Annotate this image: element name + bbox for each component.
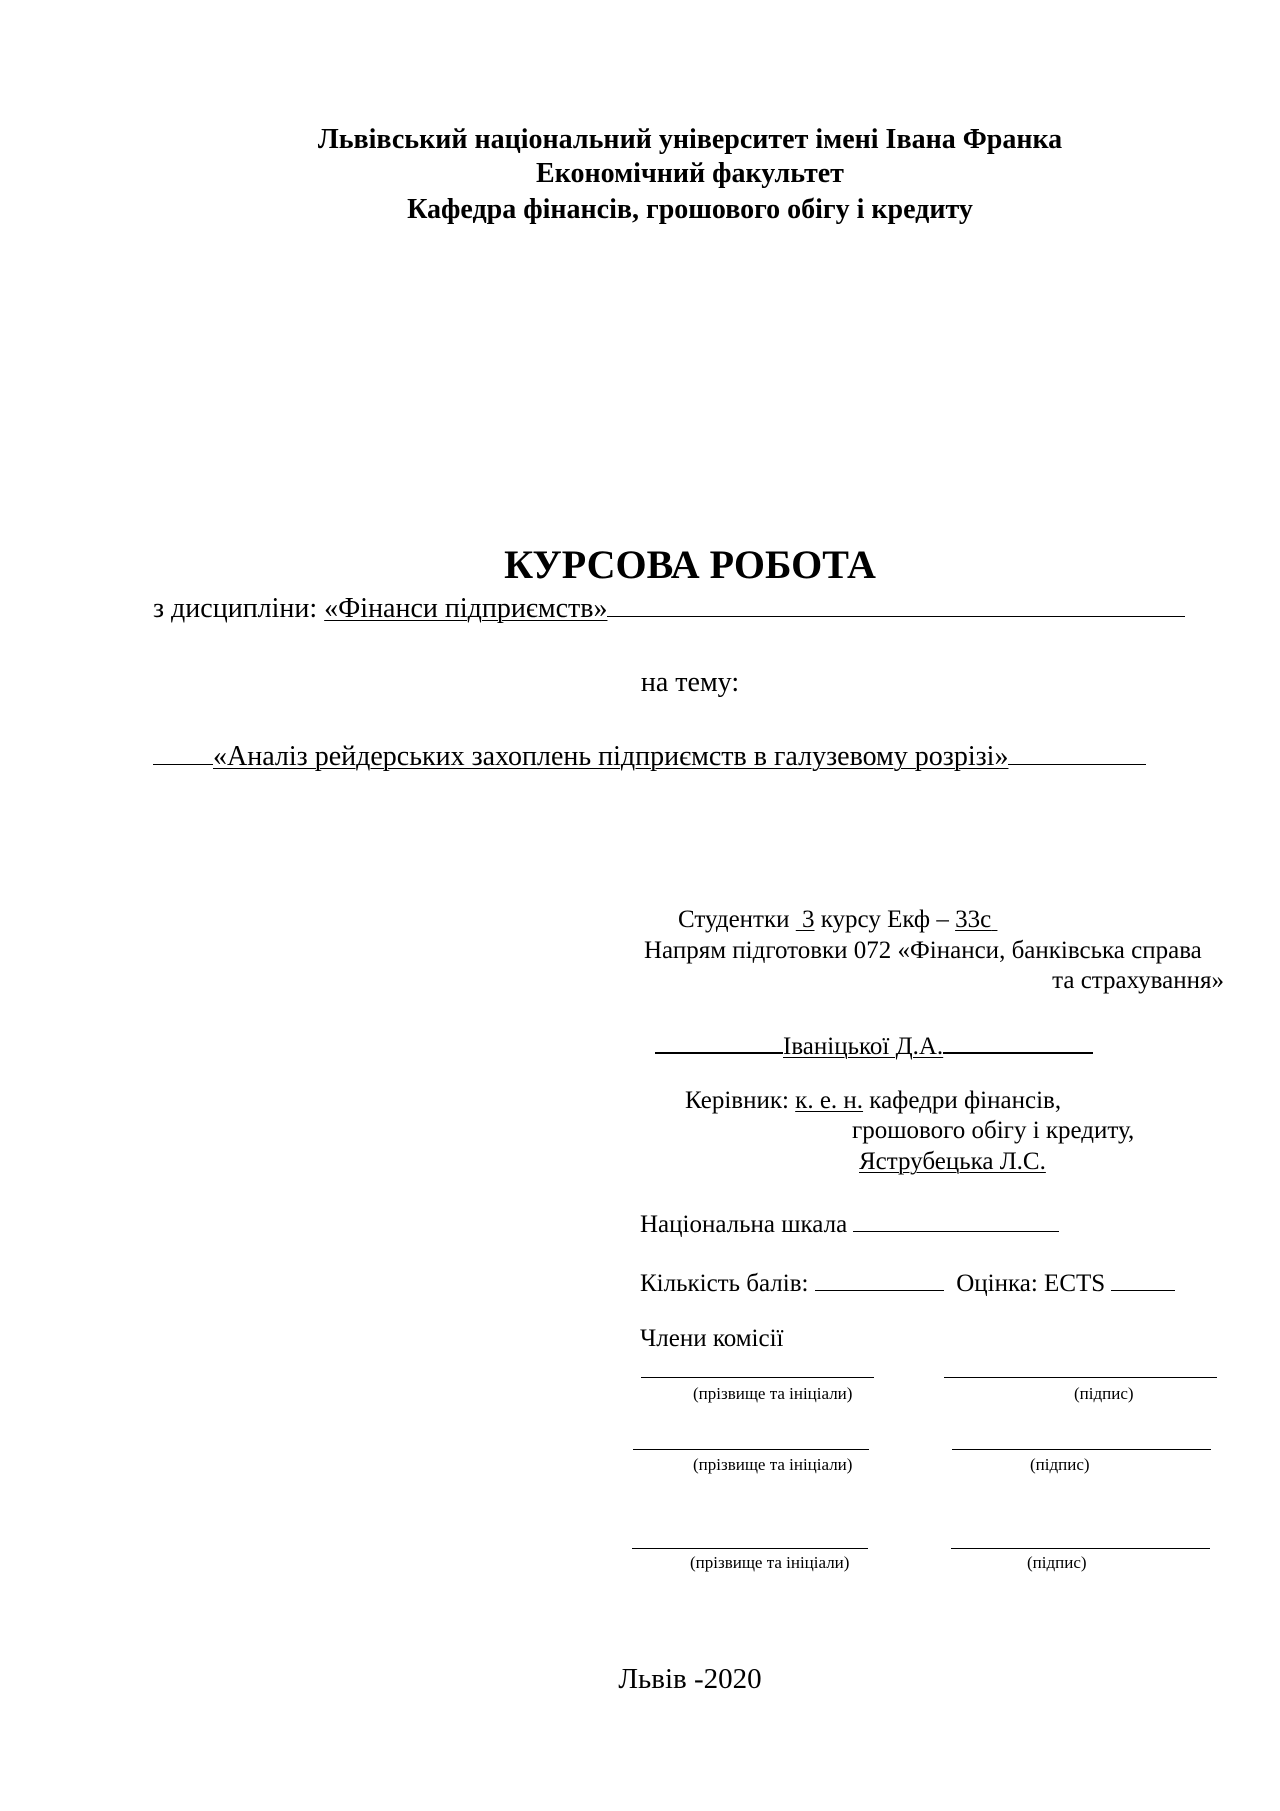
commission-name-caption-1: (прізвище та ініціали) xyxy=(693,1384,853,1403)
student-name-line xyxy=(655,1027,1093,1061)
supervisor-line-1 xyxy=(685,1087,1061,1115)
student-direction-1: Напрям підготовки 072 «Фінанси, банківська справа xyxy=(644,937,1202,964)
commission-name-caption-3: (прізвище та ініціали) xyxy=(690,1553,850,1572)
topic-underline-left xyxy=(153,736,213,765)
department-name: Кафедра фінансів, грошового обігу і кредиту xyxy=(407,194,973,225)
university-name: Львівський національний університет імені Івана Франка xyxy=(317,124,1063,155)
commission-name-line-1[interactable] xyxy=(641,1377,874,1378)
topic-label: на тему: xyxy=(640,667,740,698)
student-name-underline-right xyxy=(943,1027,1093,1054)
student-course: 3 xyxy=(802,906,815,933)
topic-line xyxy=(153,736,1146,773)
commission-sign-line-1[interactable] xyxy=(944,1377,1217,1378)
national-scale-label: Національна шкала xyxy=(640,1211,848,1238)
supervisor-line-2: грошового обігу і кредиту, xyxy=(852,1117,1135,1144)
student-course-line xyxy=(678,906,997,934)
ects-field[interactable] xyxy=(1111,1265,1175,1291)
student-group: 33с xyxy=(955,906,992,933)
commission-sign-line-3[interactable] xyxy=(951,1548,1210,1549)
commission-sign-caption-3: (підпис) xyxy=(1027,1553,1087,1572)
points-label: Кількість балів: xyxy=(640,1270,809,1297)
commission-title: Члени комісії xyxy=(640,1325,784,1352)
student-direction-2: та страхування» xyxy=(1052,967,1224,994)
national-scale-field[interactable] xyxy=(853,1206,1059,1232)
student-course-word: курсу Екф – xyxy=(820,906,949,933)
supervisor-line1-rest: кафедри фінансів, xyxy=(869,1087,1062,1114)
student-name-underline-left xyxy=(655,1027,783,1054)
points-field[interactable] xyxy=(815,1265,944,1291)
commission-name-line-2[interactable] xyxy=(633,1449,869,1450)
commission-sign-line-2[interactable] xyxy=(952,1449,1211,1450)
commission-name-line-3[interactable] xyxy=(632,1548,868,1549)
commission-sign-caption-1: (підпис) xyxy=(1074,1384,1134,1403)
student-name: Іваніцької Д.А. xyxy=(783,1033,944,1060)
discipline-name: «Фінанси підприємств» xyxy=(324,593,608,624)
topic-value: «Аналіз рейдерських захоплень підприємств в галузевому розрізі» xyxy=(213,741,1009,772)
points-grade-line xyxy=(640,1265,1175,1298)
grade-label: Оцінка: ECTS xyxy=(956,1270,1106,1297)
supervisor-name: Яструбецька Л.С. xyxy=(859,1148,1046,1175)
discipline-line xyxy=(153,588,1185,625)
supervisor-degree: к. е. н. xyxy=(795,1087,864,1114)
faculty-name: Економічний факультет xyxy=(536,158,844,189)
student-prefix: Студентки xyxy=(678,906,790,933)
commission-name-caption-2: (прізвище та ініціали) xyxy=(693,1455,853,1474)
national-scale-line xyxy=(640,1206,1059,1239)
discipline-underline xyxy=(607,588,1185,617)
topic-underline-right xyxy=(1008,736,1146,765)
commission-sign-caption-2: (підпис) xyxy=(1030,1455,1090,1474)
discipline-prefix: з дисципліни: xyxy=(153,593,318,624)
city-year: Львів -2020 xyxy=(618,1663,762,1695)
document-title: КУРСОВА РОБОТА xyxy=(504,542,876,587)
supervisor-label: Керівник: xyxy=(685,1087,789,1114)
